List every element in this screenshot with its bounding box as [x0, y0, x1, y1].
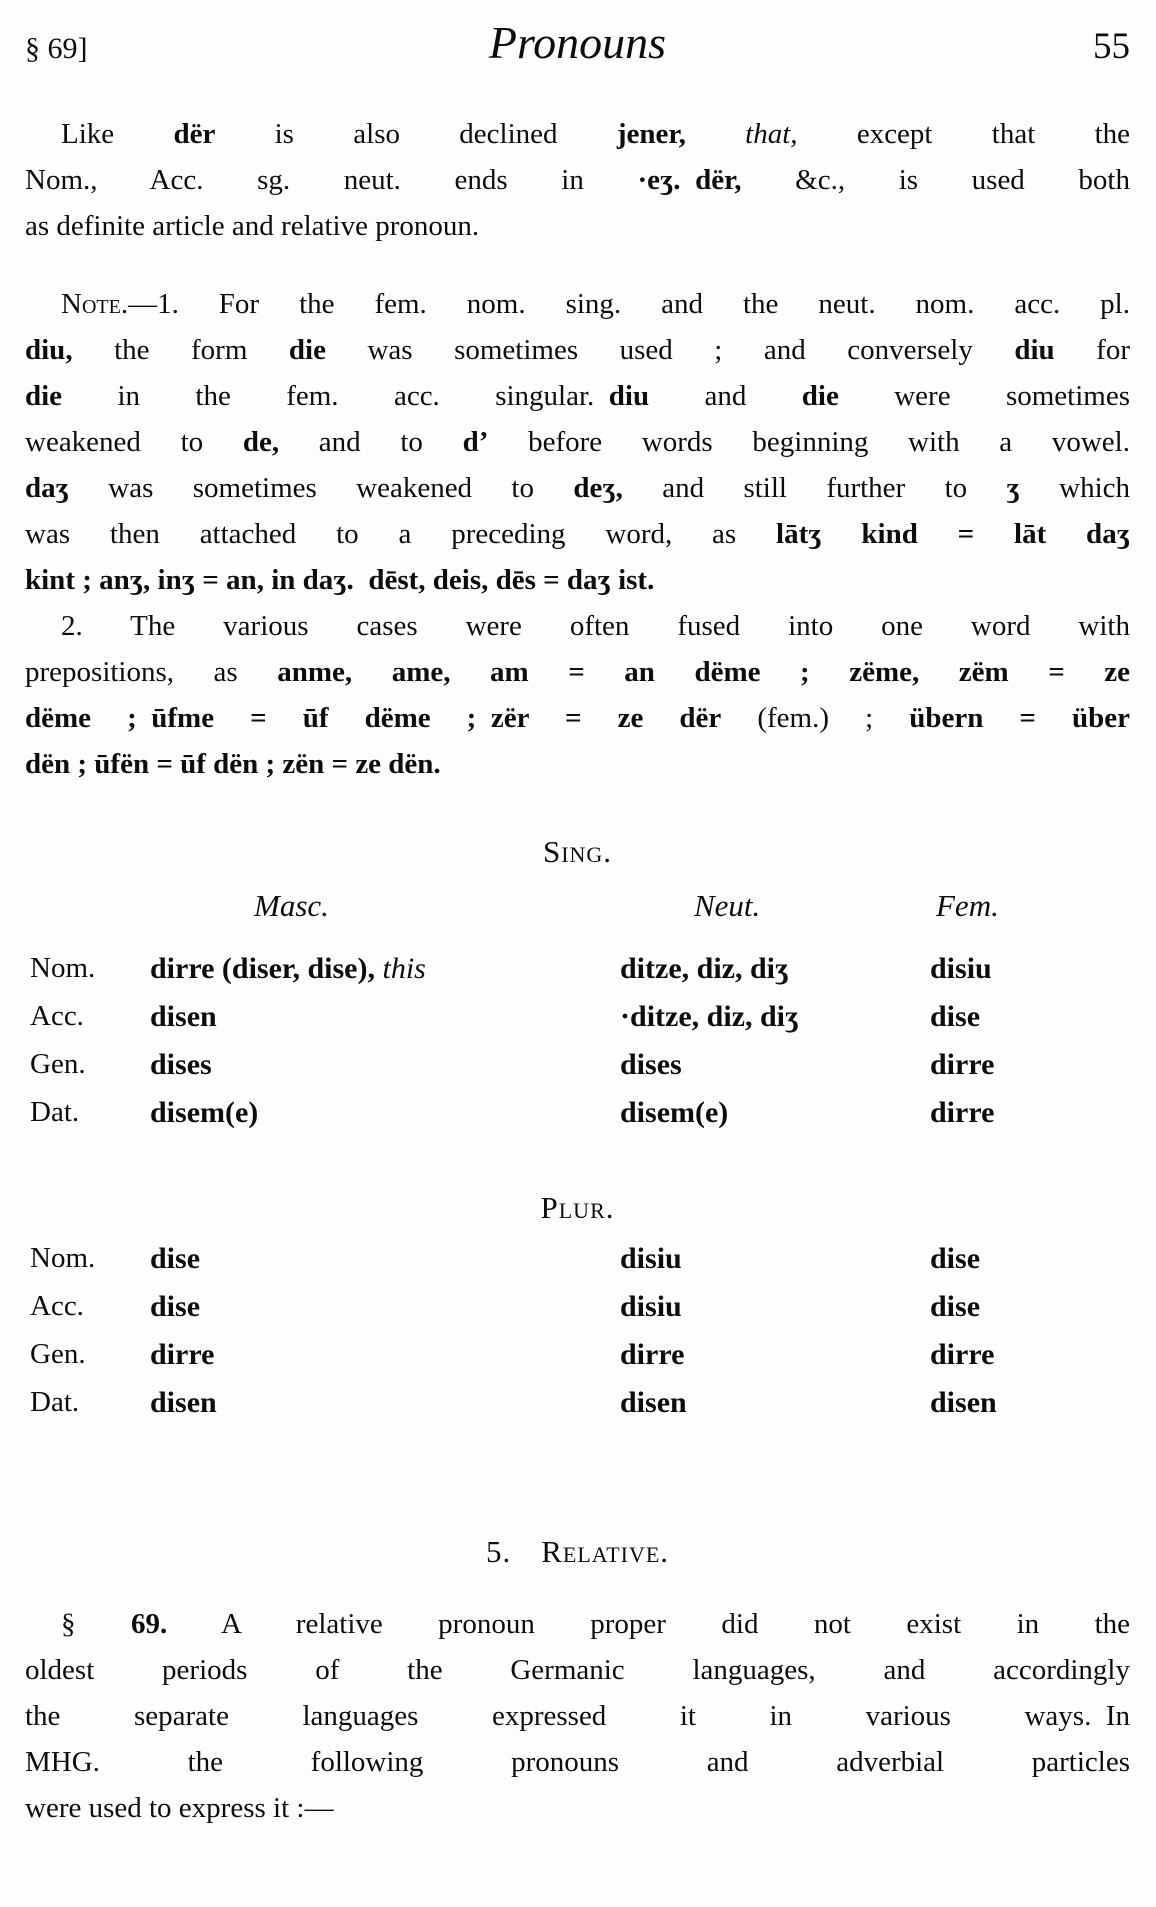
text-run: dirre: [620, 1338, 685, 1371]
cell-neut: [620, 1242, 930, 1290]
cell-neut: [620, 1386, 930, 1434]
cell-fem: [930, 1242, 1130, 1290]
text-run: was then attached to a preceding word, as: [25, 518, 777, 550]
text-line: [25, 656, 1130, 702]
case-label: Gen.: [30, 1338, 86, 1370]
singular-table: [25, 952, 1130, 1144]
text-run: disiu: [930, 952, 992, 985]
text-run: d’: [462, 426, 489, 458]
text-line: [25, 564, 1130, 610]
text-run: in the fem. acc. singular.: [62, 380, 609, 412]
text-run: as definite article and relative pronoun.: [25, 210, 480, 242]
text-run: deʒ,: [573, 472, 623, 504]
note-paragraph-2: [25, 610, 1130, 794]
section-69-paragraph: [25, 1608, 1130, 1838]
cell-fem: [930, 952, 1130, 1000]
text-run: dise: [150, 1242, 201, 1275]
text-run: disen: [620, 1386, 687, 1419]
text-run: A relative pronoun proper did not exist in the: [167, 1608, 1130, 1640]
cell-masc: [150, 1338, 620, 1386]
cell-fem: [930, 1096, 1130, 1144]
text-run: [681, 164, 696, 196]
plural-table: [25, 1242, 1130, 1434]
section-marker: § 69]: [25, 32, 88, 65]
cell-neut: [620, 1338, 930, 1386]
cell-masc: [150, 1242, 620, 1290]
text-run: (fem.) ;: [721, 702, 910, 734]
text-run: which: [1019, 472, 1130, 504]
text-run: dise: [150, 1290, 201, 1323]
text-run: oldest periods of the Germanic languages, and accordingly: [25, 1654, 1130, 1686]
text-run: disen: [930, 1386, 997, 1419]
text-run: is also declined: [215, 118, 617, 150]
relative-section-heading: [25, 1534, 1130, 1570]
table-row: [25, 952, 1130, 1000]
text-run: and to: [279, 426, 463, 458]
text-run: jener,: [616, 118, 686, 150]
case-label: Dat.: [30, 1096, 80, 1128]
text-run: diu: [608, 380, 650, 412]
text-line: [25, 748, 1130, 794]
text-run: anme, ame, am = an dëme ; zëme, zëm = ze: [277, 656, 1130, 688]
text-line: [25, 288, 1130, 334]
singular-heading: [25, 834, 1130, 870]
plural-heading-label: Plur.: [540, 1190, 615, 1225]
cell-fem: [930, 1386, 1130, 1434]
text-run: &c., is used both: [741, 164, 1130, 196]
cell-neut: [620, 1048, 930, 1096]
text-run: ditze, diz, diʒ: [620, 952, 789, 985]
text-line: [25, 380, 1130, 426]
column-header-masc: Masc.: [254, 888, 329, 923]
table-row: [25, 1000, 1130, 1048]
cell-masc: [150, 1000, 620, 1048]
text-run: was sometimes weakened to: [68, 472, 574, 504]
cell-fem: [930, 1000, 1130, 1048]
text-run: dises: [620, 1048, 682, 1081]
note-paragraph-1: [25, 288, 1130, 610]
table-row: [25, 1048, 1130, 1096]
column-header-fem: Fem.: [936, 888, 999, 923]
text-run: dër: [173, 118, 216, 150]
relative-section-number: 5.: [485, 1534, 512, 1569]
text-run: were used to express it :—: [25, 1792, 334, 1824]
text-run: ·eʒ.: [637, 164, 681, 196]
relative-section-title: Relative.: [541, 1534, 670, 1569]
text-line: [25, 1746, 1130, 1792]
text-line: [25, 1700, 1130, 1746]
case-label: Nom.: [30, 1242, 96, 1274]
cell-fem: [930, 1338, 1130, 1386]
text-run: dise: [930, 1000, 981, 1033]
cell-masc: [150, 952, 620, 1000]
cell-fem: [930, 1048, 1130, 1096]
text-run: disiu: [620, 1290, 682, 1323]
text-run: 69.: [130, 1608, 168, 1640]
text-run: —1. For the fem. nom. sing. and the neut. nom. acc. pl.: [128, 288, 1130, 320]
text-line: [25, 164, 1130, 210]
table-row: [25, 1290, 1130, 1338]
text-run: weakened to: [25, 426, 243, 458]
text-line: [25, 118, 1130, 164]
table-row: [25, 1338, 1130, 1386]
text-run: dirre (diser, dise),: [150, 952, 383, 985]
text-line: [25, 334, 1130, 380]
cell-neut: [620, 1000, 930, 1048]
text-run: disem(e): [150, 1096, 259, 1129]
case-label: Dat.: [30, 1386, 80, 1418]
text-run: Note.: [61, 288, 129, 320]
text-run: except that the: [797, 118, 1130, 150]
text-run: ·ditze, diz, diʒ: [620, 1000, 799, 1033]
text-run: dirre: [930, 1048, 995, 1081]
running-title: Pronouns: [488, 17, 667, 68]
text-run: die: [288, 334, 326, 366]
text-run: the form: [72, 334, 289, 366]
text-run: daʒ: [25, 472, 69, 504]
plural-heading: [25, 1190, 1130, 1226]
text-run: dirre: [930, 1096, 995, 1129]
text-run: dises: [150, 1048, 212, 1081]
case-label: Gen.: [30, 1048, 86, 1080]
cell-masc: [150, 1048, 620, 1096]
text-run: 2. The various cases were often fused into one word with: [61, 610, 1130, 642]
text-line: [25, 210, 1130, 256]
text-run: for: [1054, 334, 1130, 366]
text-run: and: [649, 380, 802, 412]
page-number: 55: [1093, 26, 1130, 67]
table-row: [25, 1242, 1130, 1290]
text-run: the separate languages expressed it in various ways. In: [25, 1700, 1130, 1732]
text-run: disem(e): [620, 1096, 729, 1129]
text-run: ʒ: [1006, 472, 1020, 504]
singular-heading-label: Sing.: [542, 834, 613, 869]
table-row: [25, 1386, 1130, 1434]
text-run: before words beginning with a vowel.: [488, 426, 1130, 458]
cell-neut: [620, 952, 930, 1000]
cell-fem: [930, 1290, 1130, 1338]
text-line: [25, 610, 1130, 656]
table-row: [25, 1096, 1130, 1144]
text-run: lātʒ kind = lāt daʒ: [776, 518, 1130, 550]
text-line: [25, 1654, 1130, 1700]
text-run: diu: [1014, 334, 1055, 366]
text-line: [25, 1792, 1130, 1838]
text-run: and still further to: [622, 472, 1007, 504]
case-column-spacer: [30, 888, 150, 936]
text-run: §: [61, 1608, 131, 1640]
text-run: were sometimes: [838, 380, 1130, 412]
text-run: Nom., Acc. sg. neut. ends in: [25, 164, 638, 196]
text-run: dën ; ūfën = ūf dën ; zën = ze dën.: [25, 748, 441, 780]
text-run: Like: [61, 118, 174, 150]
cell-neut: [620, 1290, 930, 1338]
text-line: [25, 1608, 1130, 1654]
text-run: die: [25, 380, 63, 412]
intro-paragraph: [25, 118, 1130, 256]
case-label: Acc.: [30, 1290, 84, 1322]
text-line: [25, 702, 1130, 748]
text-run: übern = über: [909, 702, 1130, 734]
text-run: dëme ; ūfme = ūf dëme ; zër = ze dër: [25, 702, 722, 734]
cell-masc: [150, 1290, 620, 1338]
cell-neut: [620, 1096, 930, 1144]
text-run: die: [801, 380, 839, 412]
text-run: prepositions, as: [25, 656, 278, 688]
text-run: diu,: [25, 334, 73, 366]
text-run: dēst, deis, dēs = daʒ ist.: [368, 564, 655, 596]
text-run: disen: [150, 1000, 217, 1033]
text-line: [25, 472, 1130, 518]
text-line: [25, 426, 1130, 472]
case-label: Nom.: [30, 952, 96, 984]
text-run: dise: [930, 1290, 981, 1323]
cell-masc: [150, 1386, 620, 1434]
text-run: that,: [745, 118, 798, 150]
text-run: disen: [150, 1386, 217, 1419]
text-run: de,: [242, 426, 280, 458]
text-run: kint ; anʒ, inʒ = an, in daʒ.: [25, 564, 354, 596]
text-run: dirre: [150, 1338, 215, 1371]
text-line: [25, 518, 1130, 564]
text-run: was sometimes used ; and conversely: [325, 334, 1015, 366]
text-run: dirre: [930, 1338, 995, 1371]
text-run: disiu: [620, 1242, 682, 1275]
text-run: dise: [930, 1242, 981, 1275]
text-run: this: [382, 952, 426, 985]
text-run: [354, 564, 369, 596]
text-run: MHG. the following pronouns and adverbial particles: [25, 1746, 1130, 1778]
column-headers: [25, 888, 1130, 936]
case-label: Acc.: [30, 1000, 84, 1032]
text-run: dër,: [695, 164, 742, 196]
page-header: [25, 16, 1130, 74]
text-run: [686, 118, 745, 150]
column-header-neut: Neut.: [694, 888, 761, 923]
cell-masc: [150, 1096, 620, 1144]
